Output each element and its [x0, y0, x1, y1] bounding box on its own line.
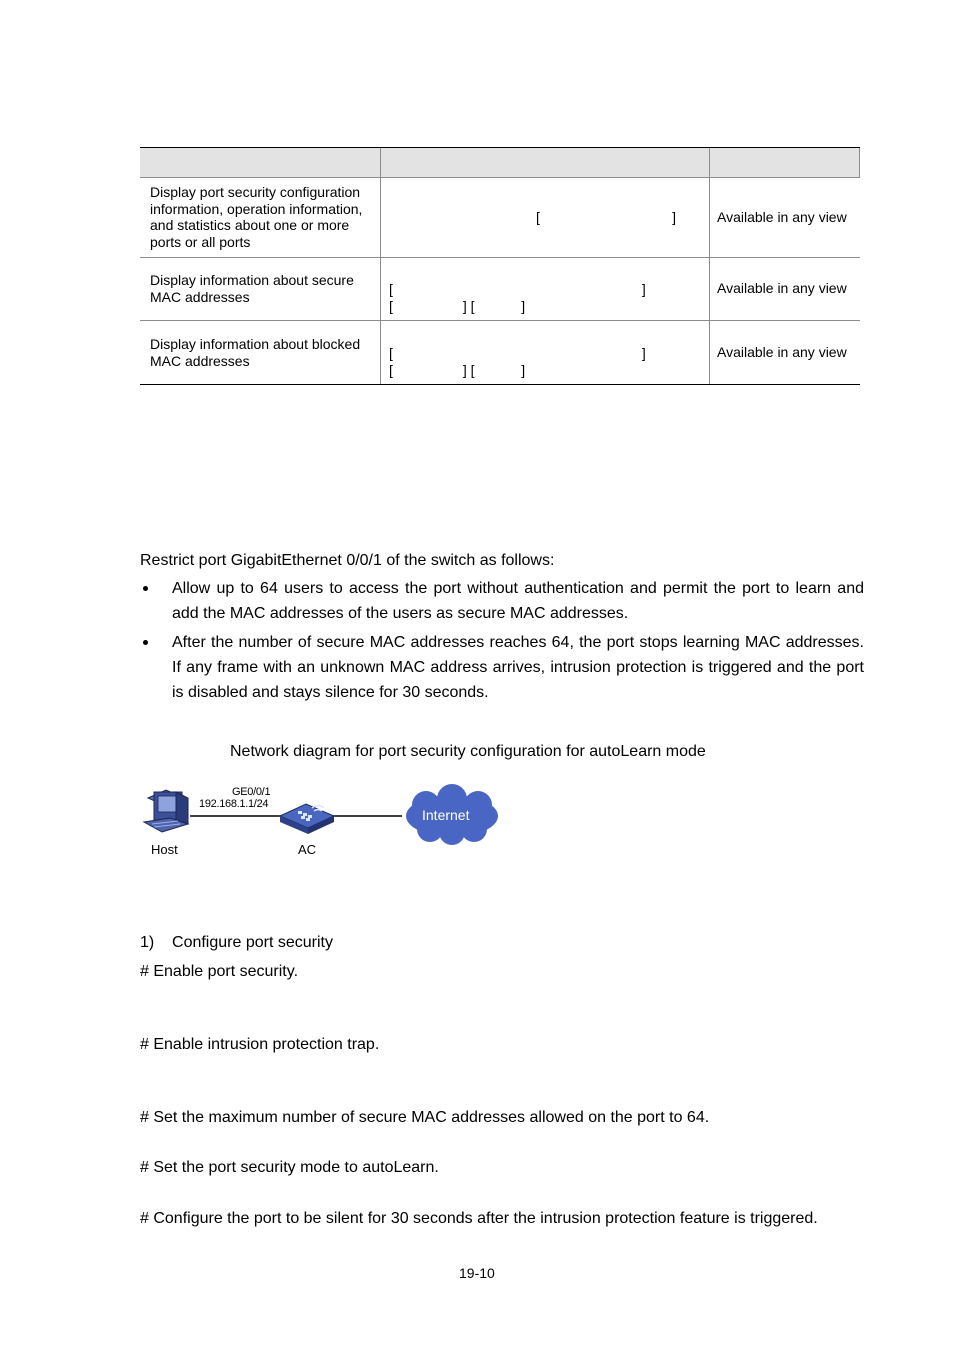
internet-label: Internet: [422, 807, 470, 823]
table-row-command-line2: [ ] [ ]: [389, 362, 526, 378]
step-heading: 1) Configure port security: [140, 934, 333, 951]
table-row-description: Display information about secure MAC addresses: [150, 272, 354, 305]
column-divider: [859, 148, 860, 177]
bullet-dot: [143, 640, 148, 645]
config-comment: # Enable port security.: [140, 963, 299, 980]
intro-text: Restrict port GigabitEthernet 0/0/1 of the switch as follows:: [140, 552, 555, 569]
table-row-remarks: Available in any view: [717, 280, 847, 296]
ac-label: AC: [298, 842, 317, 857]
row-divider: [140, 257, 860, 258]
access-controller-icon: [280, 804, 334, 834]
host-computer-icon: [144, 790, 188, 832]
figure-caption: Network diagram for port security configuration for autoLearn mode: [230, 743, 706, 760]
table-row-remarks: Available in any view: [717, 344, 847, 360]
config-comment: # Enable intrusion protection trap.: [140, 1036, 380, 1053]
ip-label: 192.168.1.1/24: [199, 798, 269, 810]
table-row-description: Display information about blocked MAC addresses: [150, 336, 361, 369]
network-diagram: [140, 780, 510, 860]
table-row-description: Display port security configuration information, operation information, and statistics about one or more ports or all ports: [150, 184, 363, 250]
table-row-command-line2: [ ] [ ]: [389, 298, 526, 314]
port-label: GE0/0/1: [232, 786, 271, 798]
column-divider: [709, 148, 710, 385]
config-comment: # Set the port security mode to autoLearn.: [140, 1159, 439, 1176]
table-row-command: [ ]: [389, 345, 646, 361]
table-row-remarks: Available in any view: [717, 209, 847, 225]
table-row-command: [ ]: [536, 209, 677, 225]
host-label: Host: [151, 842, 178, 857]
column-divider: [380, 148, 381, 385]
table-row-command: [ ]: [389, 281, 646, 297]
config-comment: # Configure the port to be silent for 30 seconds after the intrusion protection feature is triggered.: [140, 1210, 818, 1227]
config-comment: # Set the maximum number of secure MAC addresses allowed on the port to 64.: [140, 1109, 710, 1126]
row-divider: [140, 177, 860, 178]
table-bottom-rule: [140, 384, 860, 385]
bullet-item: Allow up to 64 users to access the port without authentication and permit the port to learn and add the MAC addresses of the users as secure MAC addresses.: [172, 580, 864, 622]
row-divider: [140, 320, 860, 321]
table-header-row: [140, 148, 859, 177]
bullet-item: After the number of secure MAC addresses reaches 64, the port stops learning MAC addresses. If any frame with an unknown MAC address arrives, intrusion protection is triggered and the port is disabled and stays silence for 30 seconds.: [172, 634, 864, 701]
bullet-dot: [143, 586, 148, 591]
page-number: 19-10: [459, 1265, 495, 1281]
